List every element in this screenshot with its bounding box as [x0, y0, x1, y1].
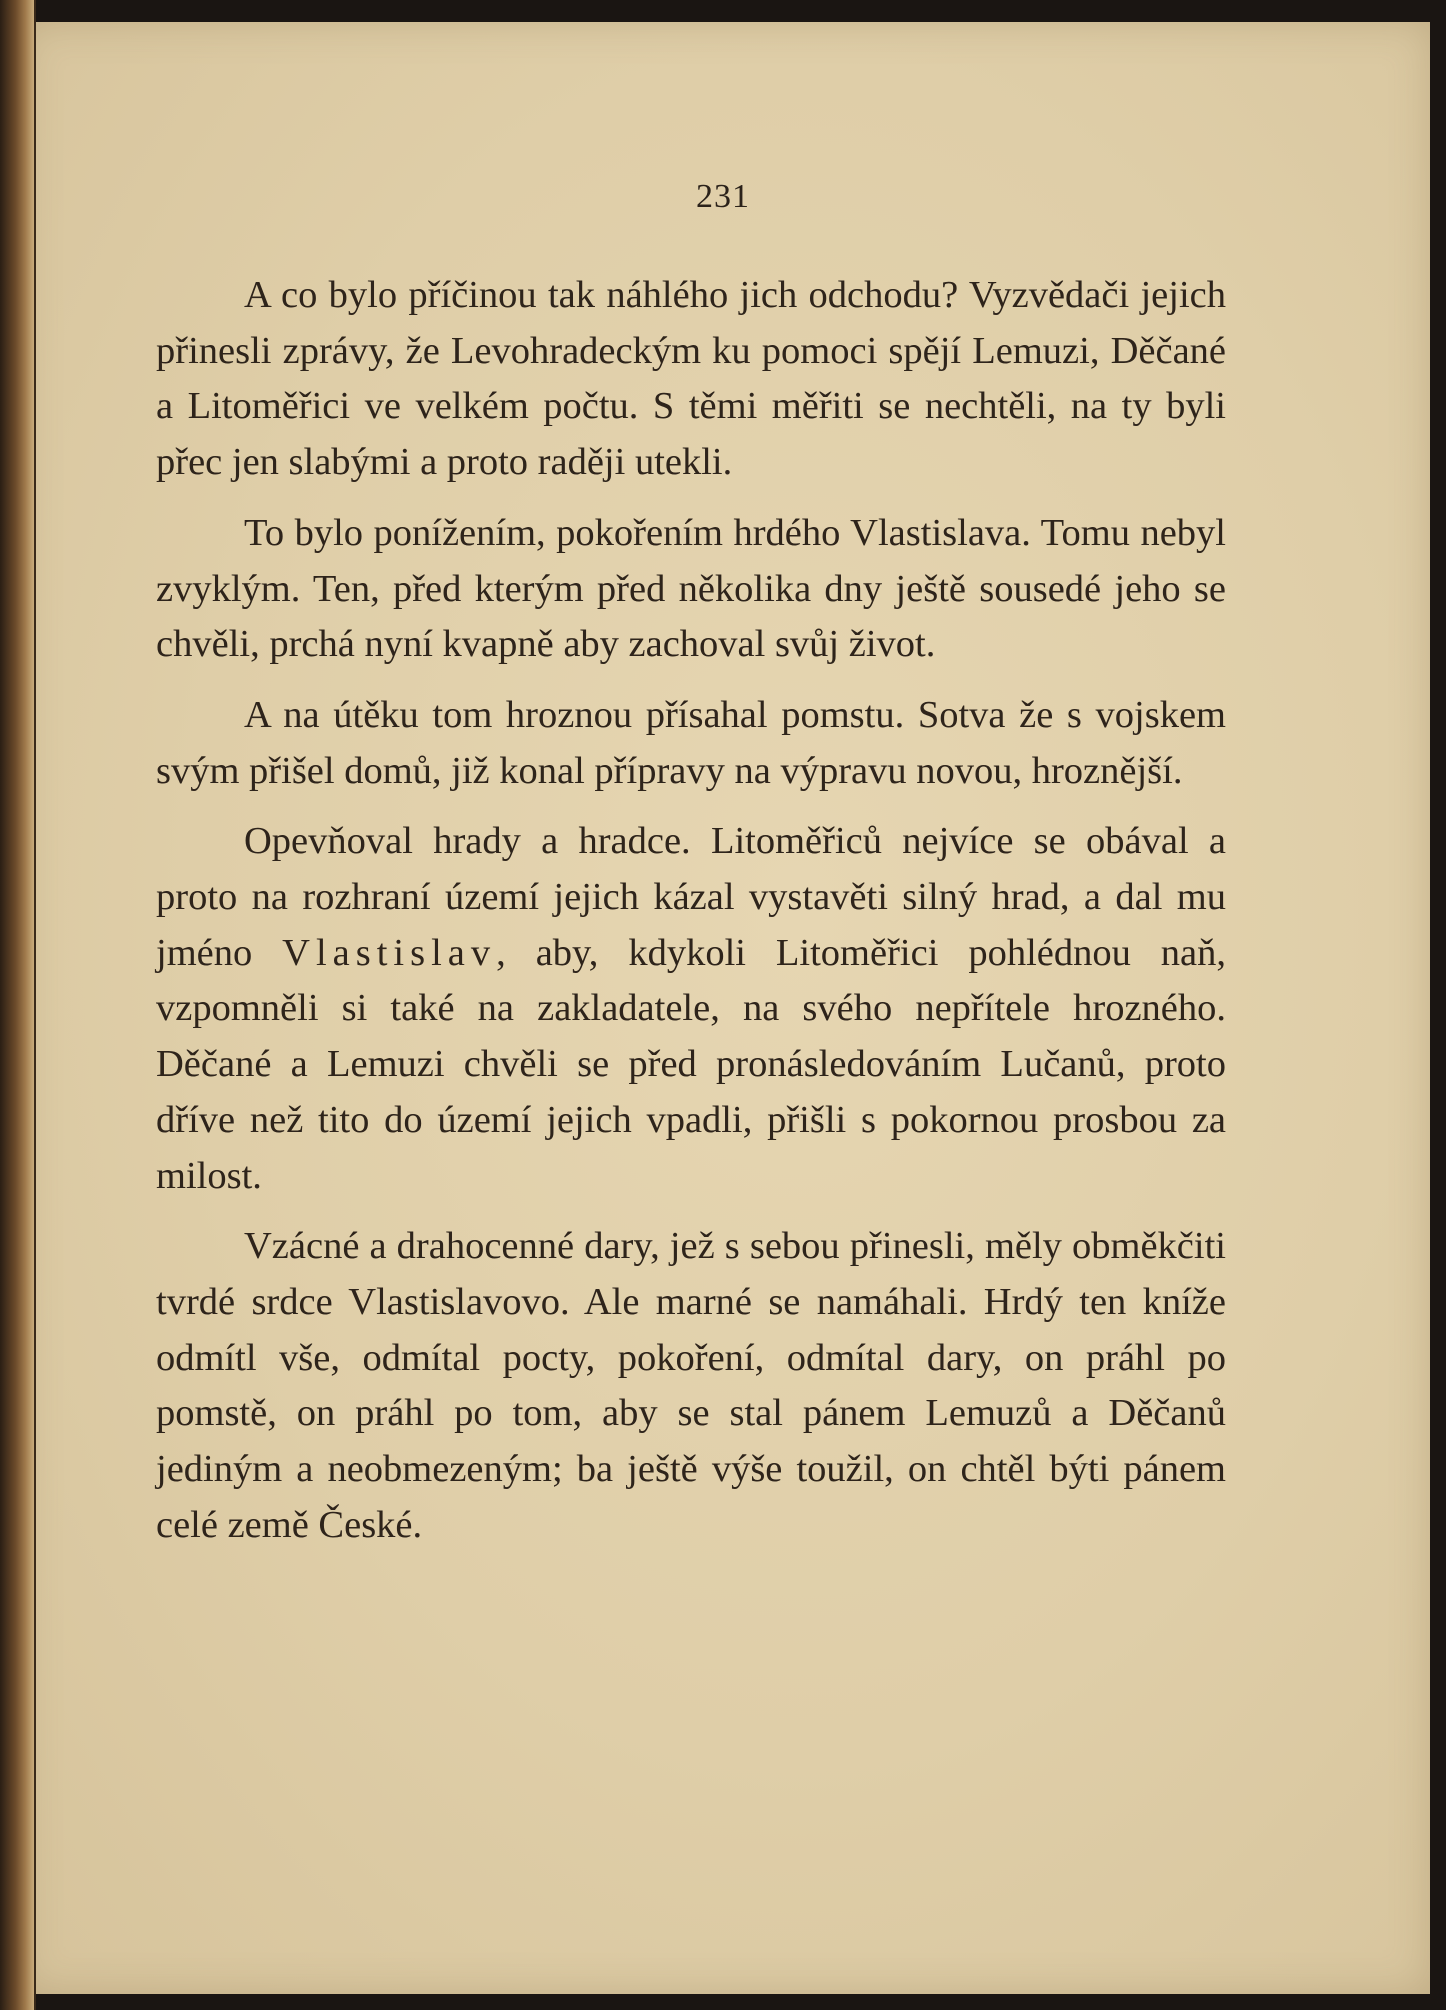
- paragraph-4: [156, 814, 1226, 1204]
- paragraph-5: Vzácné a drahocenné dary, jež s sebou přinesli, měly obměkčiti tvrdé srdce Vlastislavovo. Ale marné se namáhali. Hrdý ten kníže odmítl vše, odmítal pocty, pokoření, odmítal dary, on práhl po pomstě, on práhl po tom, aby se stal pánem Lemuzů a Děčanů jediným a neobmezeným; ba ještě výše toužil, on chtěl býti pánem celé země České.: [156, 1225, 1226, 1546]
- paragraph-3: A na útěku tom hroznou přísahal pomstu. Sotva že s vojskem svým přišel domů, již konal přípravy na výpravu novou, hroznější.: [156, 693, 1226, 792]
- spaced-name-vlastislav: Vlastislav: [282, 931, 497, 974]
- paragraph-2: To bylo ponížením, pokořením hrdého Vlastislava. Tomu nebyl zvyklým. Ten, před kterým před několika dny ještě sousedé jeho se chvěli, prchá nyní kvapně aby zachoval svůj život.: [156, 511, 1226, 666]
- gutter-line: [34, 0, 36, 2010]
- body-text: [156, 268, 1226, 1568]
- paragraph-1: A co bylo příčinou tak náhlého jich odchodu? Vyzvědači jejich přinesli zprávy, že Levohradeckým ku pomoci spějí Lemuzi, Děčané a Litoměřici ve velkém počtu. S těmi měřiti se nechtěli, na ty byli přec jen slabými a proto raději utekli.: [156, 274, 1226, 484]
- paragraph-4-start: Opevňoval hrady a hradce. Litoměřiců nejvíce se obával a proto na rozhraní území jejich kázal vystavěti silný hrad, a dal mu jméno: [156, 820, 1226, 974]
- paragraph-4-end: , aby, kdykoli Litoměřici pohlédnou naň, vzpomněli si také na zakladatele, na svého nepřítele hrozného. Děčané a Lemuzi chvěli se před pronásledováním Lučanů, proto dříve než tito do území jejich vpadli, přišli s pokornou prosbou za milost.: [156, 931, 1226, 1197]
- book-spine: [0, 0, 34, 2010]
- page-number: 231: [696, 178, 750, 215]
